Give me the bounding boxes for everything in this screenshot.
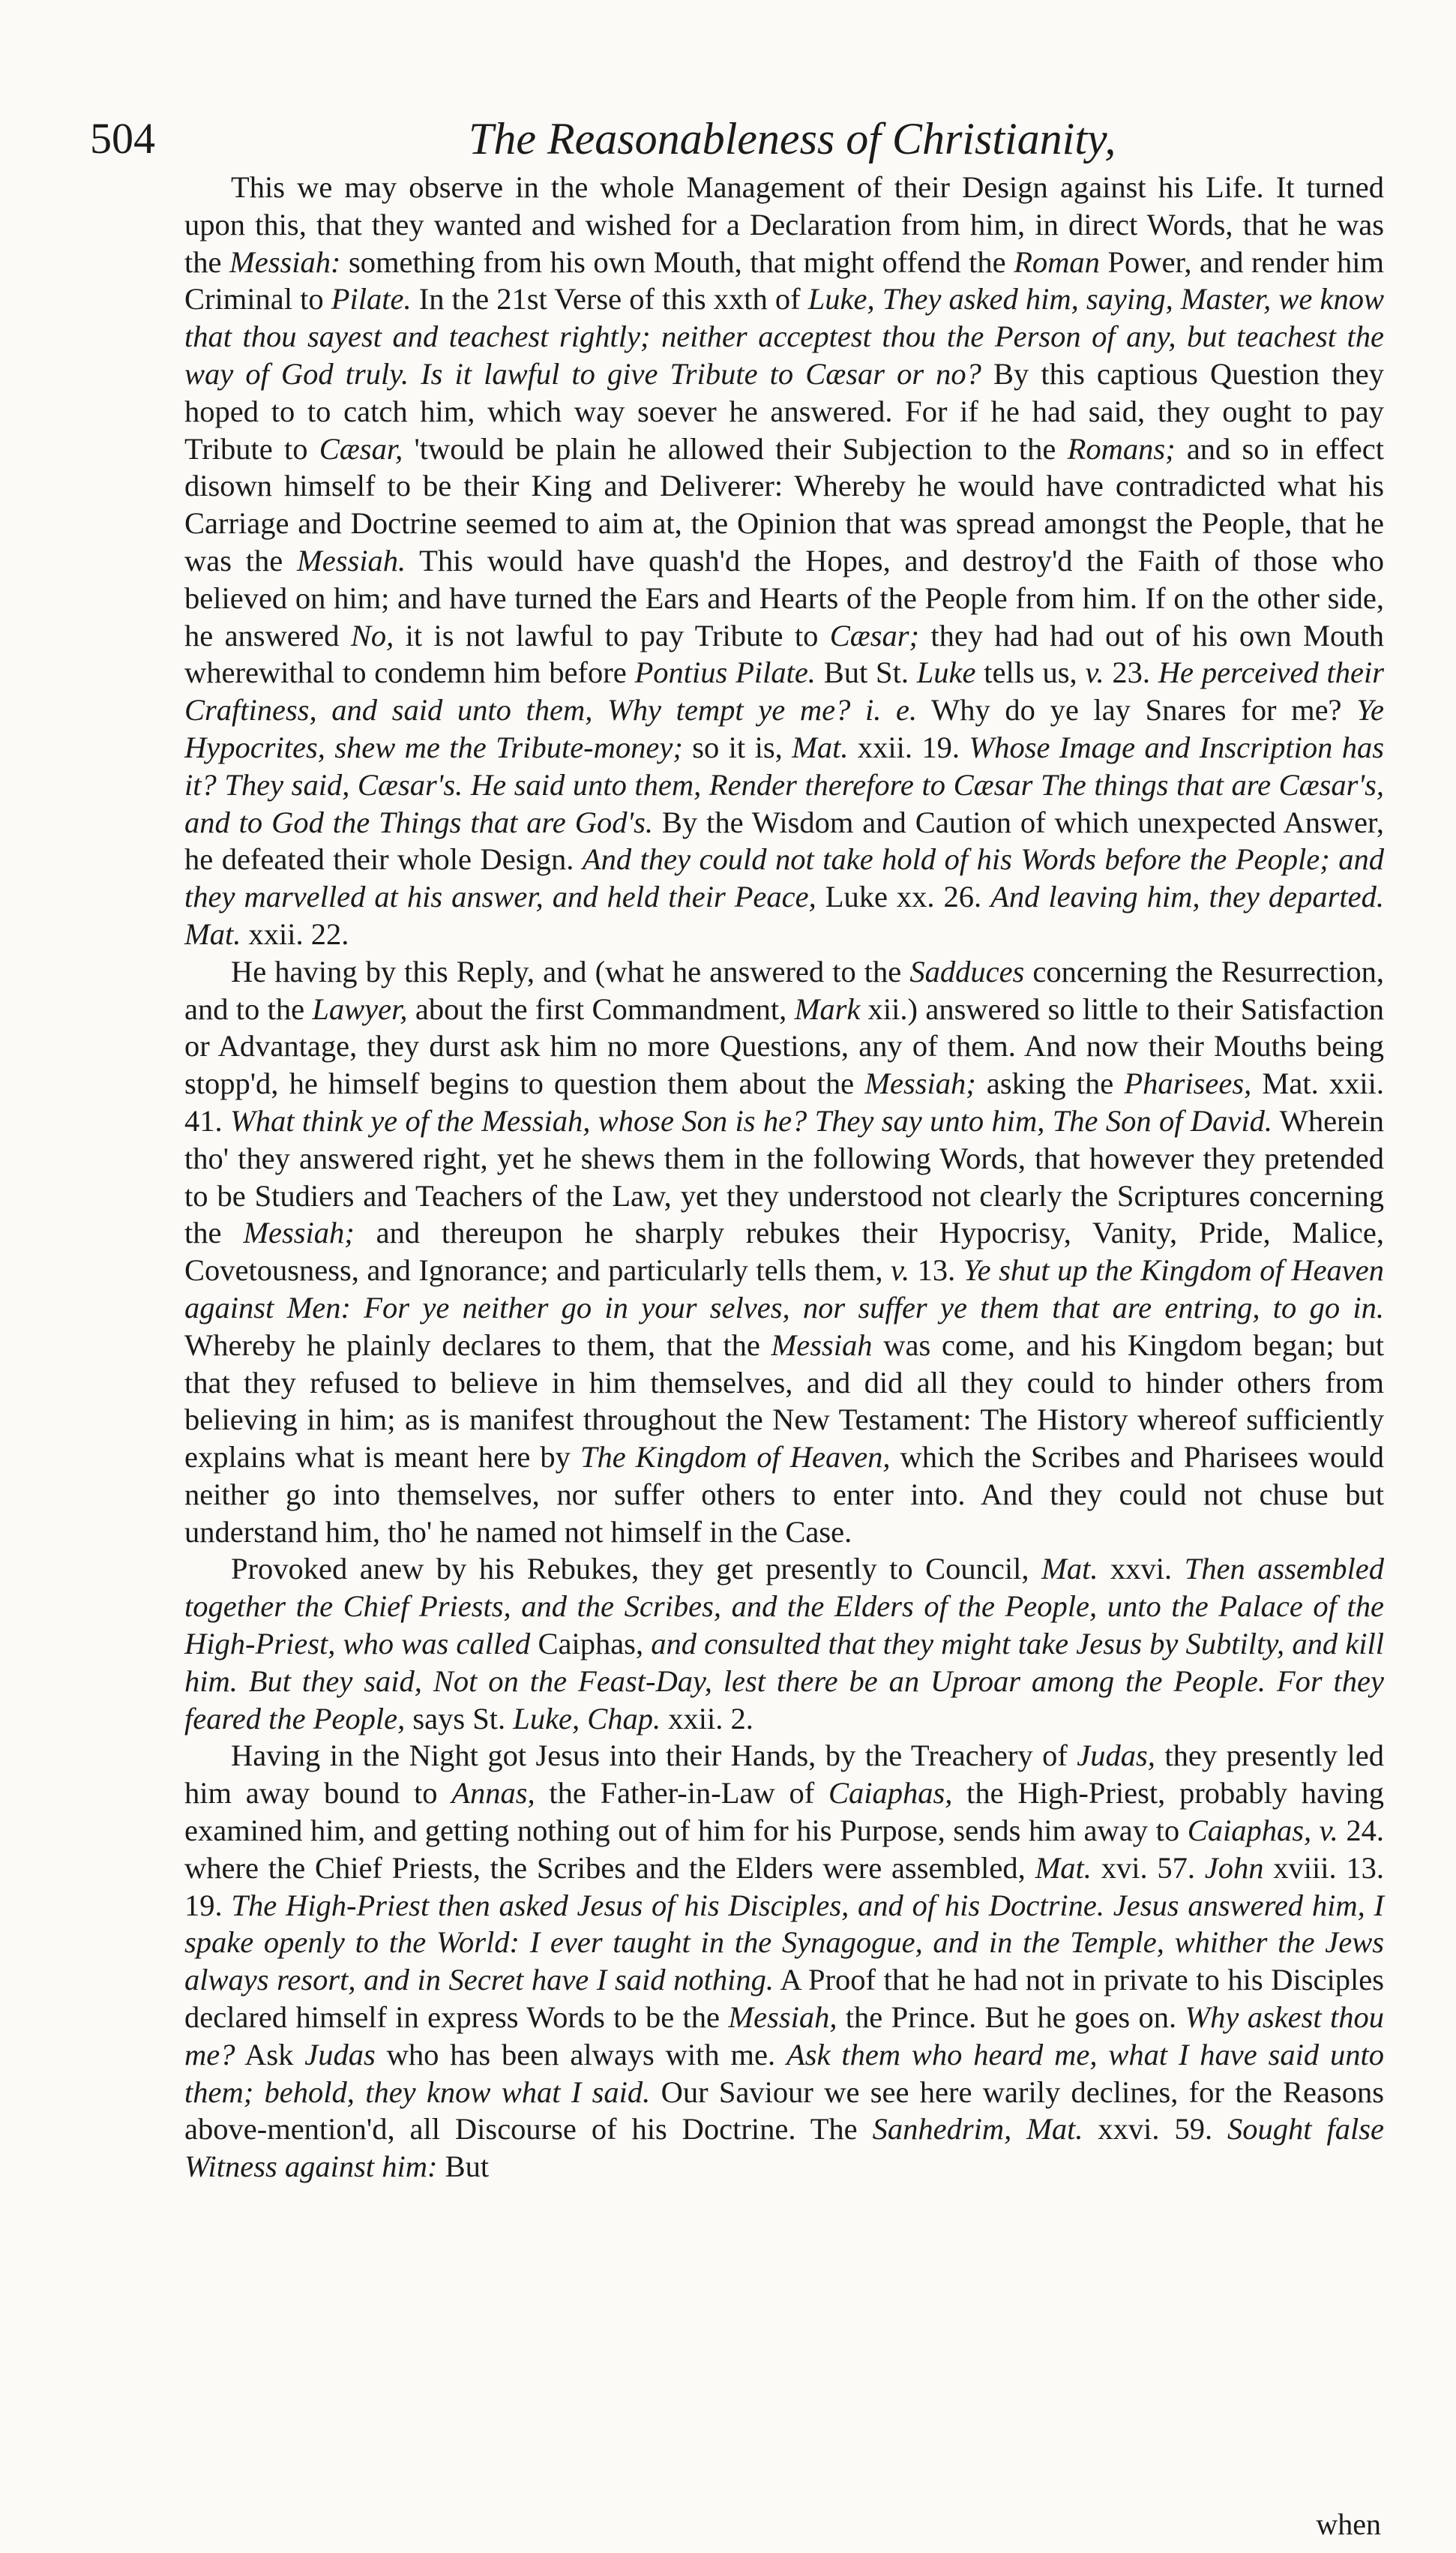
text-run: 24. where the Chief Priests, the Scribes and the Elders were assembled, [184, 1814, 1384, 1885]
text-run: In the 21st Verse of this xxth of [411, 282, 808, 316]
italic-text: Sought false Witness against him: [184, 2112, 1384, 2184]
text-run: But [437, 2150, 490, 2184]
text-run: Luke xx. 26. [816, 880, 991, 914]
italic-text: Sadduces [909, 954, 1025, 988]
italic-text: Romans; [1067, 431, 1176, 466]
text-run: Our Saviour we see here warily declines, for the Reasons above-mention'd, all Discourse of his Doctrine. The [184, 2074, 1384, 2146]
text-run: xii.) answered so little to their Satisfaction or Advantage, they durst ask him no more Questions, any of them. And now their Mouths being stopp'd, he himself begins to question them about the [184, 992, 1384, 1101]
text-run: was come, and his Kingdom began; but that they refused to believe in him themselves, and did all they could to hinder others from believing in him; as is manifest throughout the New Testament: The History whereof sufficiently explains what is meant here by [184, 1328, 1385, 1474]
running-title: The Reasonableness of Christianity, [469, 114, 1116, 164]
text-run: asking the [975, 1066, 1125, 1101]
italic-text: Luke [916, 656, 976, 690]
italic-text: Whose Image and Inscription has it? They said, Cæsar's. He said unto them, Render therefore to Cæsar The things that are Cæsar's, and to God the Things that are God's. [184, 730, 1384, 839]
italic-text: Cæsar, [319, 431, 403, 466]
text-run: xxvi. 59. [1083, 2112, 1228, 2146]
text-run: they had had out of his own Mouth wherewithal to condemn him before [184, 618, 1384, 690]
catchword: when [1316, 2507, 1381, 2541]
text-run: it is not lawful to pay Tribute to [394, 618, 830, 652]
body-text [184, 169, 1384, 2186]
italic-text: Ask them who heard me, what I have said unto them; behold, they know what I said. [184, 2037, 1384, 2109]
italic-text: Annas, [451, 1776, 535, 1810]
italic-text: Mat. [1041, 1552, 1098, 1586]
text-run: By this captious Question they hoped to to catch him, which way soever he answered. For if he had said, they ought to pay Tribute to [184, 356, 1384, 466]
italic-text: Ye Hypocrites, shew me the Tribute-money; [184, 693, 1384, 764]
text-run: the Prince. But he goes on. [837, 2000, 1185, 2035]
italic-text: v. [891, 1253, 910, 1288]
text-run: xvi. 57. [1091, 1850, 1205, 1885]
text-run: Having in the Night got Jesus into their Hands, by the Treachery of [231, 1738, 1077, 1773]
paragraph [184, 169, 1384, 953]
italic-text: Then assembled together the Chief Priests, and the Scribes, and the Elders of the People, unto the Palace of the High-Priest, who was called [184, 1552, 1384, 1661]
text-run: the Father-in-Law of [535, 1776, 828, 1810]
text-run: they presently led him away bound to [184, 1738, 1384, 1810]
text-run: xxvi. [1098, 1552, 1185, 1586]
italic-text: and consulted that they might take Jesus by Subtilty, and kill him. But they said, Not on the Feast-Day, lest there be an Uproar among the People. For they feared the People, [184, 1627, 1384, 1736]
text-run: who has been always with me. [375, 2037, 786, 2072]
italic-text: Caiaphas, [828, 1776, 953, 1810]
italic-text: Roman [1014, 244, 1100, 279]
text-run: This we may observe in the whole Management of their Design against his Life. It turned upon this, that they wanted and wished for a Declaration from him, in direct Words, that he was the [184, 170, 1384, 279]
text-run: Provoked anew by his Rebukes, they get presently to Council, [231, 1552, 1042, 1586]
text-run: and so in effect disown himself to be their King and Deliverer: Whereby he would have contradicted what his Carriage and Doctrine seemed to aim at, the Opinion that was spread amongst the People, that he was the [184, 431, 1384, 578]
text-run: 13. [909, 1253, 963, 1288]
text-run: Wherein tho' they answered right, yet he shews them in the following Words, that however they pretended to be Studiers and Teachers of the Law, yet they understood not clearly the Scriptures concerning the [184, 1103, 1385, 1250]
paragraph [184, 1737, 1384, 2186]
italic-text: And leaving him, they departed. Mat. [184, 880, 1384, 951]
italic-text: The Kingdom of Heaven, [580, 1440, 891, 1474]
italic-text: Judas [304, 2037, 376, 2072]
italic-text: Messiah; [864, 1066, 976, 1101]
italic-text: Luke, They asked him, saying, Master, we know that thou sayest and teachest rightly; neither acceptest thou the Person of any, but teachest the way of God truly. Is it lawful to give Tribute to Cæsar or no? [184, 282, 1384, 391]
italic-text: Messiah, [728, 2000, 837, 2035]
text-run: xxii. 22. [241, 916, 349, 951]
page-number: 504 [90, 114, 155, 163]
italic-text: Luke, Chap. [513, 1701, 661, 1736]
italic-text: v. [1085, 656, 1104, 690]
italic-text: Messiah [771, 1328, 873, 1362]
italic-text: Messiah; [243, 1216, 355, 1250]
italic-text: Messiah: [229, 244, 341, 279]
text-run: Power, and render him Criminal to [184, 244, 1384, 316]
italic-text: Sanhedrim, Mat. [872, 2112, 1083, 2146]
italic-text: Pharisees, [1124, 1066, 1252, 1101]
italic-text: Judas, [1077, 1738, 1155, 1773]
text-run: the High-Priest, probably having examined him, and getting nothing out of him for his Purpose, sends him away to [184, 1776, 1384, 1848]
text-run: Mat. xxii. 41. [184, 1066, 1384, 1138]
text-run: This would have quash'd the Hopes, and destroy'd the Faith of those who believed on him; and have turned the Ears and Hearts of the People from him. If on the other side, he answered [184, 543, 1384, 652]
text-run: something from his own Mouth, that might offend the [340, 244, 1014, 279]
text-run: xxii. 19. [848, 730, 969, 764]
text-run: so it is, [682, 730, 792, 764]
italic-text: John [1204, 1850, 1264, 1885]
italic-text: Pilate. [331, 282, 412, 316]
paragraph [184, 953, 1384, 1551]
text-run: Ask [235, 2037, 305, 2072]
text-run: Why do ye lay Snares for me? [917, 693, 1357, 728]
text-run: xviii. 13. 19. [184, 1850, 1384, 1922]
text-run: 'twould be plain he allowed their Subjection to the [403, 431, 1068, 466]
italic-text: Lawyer, [312, 992, 408, 1026]
italic-text: Mark [794, 992, 861, 1026]
text-run: By the Wisdom and Caution of which unexpected Answer, he defeated their whole Design. [184, 805, 1384, 877]
italic-text: Mat. [1035, 1850, 1092, 1885]
italic-text: And they could not take hold of his Words before the People; and they marvelled at his answer, and held their Peace, [184, 842, 1384, 914]
text-run: But St. [815, 656, 917, 690]
text-run: which the Scribes and Pharisees would neither go into themselves, nor suffer others to enter into. And they could not chuse but understand him, tho' he named not himself in the Case. [184, 1440, 1384, 1549]
text-run: about the first Commandment, [407, 992, 795, 1026]
italic-text: Why askest thou me? [184, 2000, 1384, 2072]
text-run: Caiphas, [530, 1627, 652, 1661]
italic-text: The High-Priest then asked Jesus of his Disciples, and of his Doctrine. Jesus answered him, I spake openly to the World: I ever taught in the Synagogue, and in the Temple, whither the Jews always resort, and in Secret have I said nothing. [184, 1888, 1385, 1997]
text-run: xxii. 2. [661, 1701, 753, 1736]
italic-text: He perceived their Craftiness, and said unto them, Why tempt ye me? i. e. [184, 656, 1385, 728]
text-run: He having by this Reply, and (what he answered to the [231, 954, 910, 988]
text-run: Whereby he plainly declares to them, that the [184, 1328, 771, 1362]
italic-text: Messiah. [296, 543, 406, 578]
italic-text: Caiaphas, v. [1187, 1814, 1338, 1848]
italic-text: No, [350, 618, 394, 652]
italic-text: Cæsar; [829, 618, 919, 652]
italic-text: Ye shut up the Kingdom of Heaven against Men: For ye neither go in your selves, nor suffer ye them that are entring, to go in. [184, 1253, 1384, 1324]
text-run: and thereupon he sharply rebukes their Hypocrisy, Vanity, Pride, Malice, Covetousness, and Ignorance; and particularly tells them, [184, 1216, 1385, 1288]
italic-text: Pontius Pilate. [634, 656, 816, 690]
italic-text: What think ye of the Messiah, whose Son is he? They say unto him, The Son of David. [230, 1103, 1272, 1138]
text-run: tells us, [975, 656, 1086, 690]
text-run: says St. [405, 1701, 514, 1736]
text-run: concerning the Resurrection, and to the [184, 954, 1384, 1026]
paragraph [184, 1550, 1384, 1737]
text-run: A Proof that he had not in private to his Disciples declared himself in express Words to be the [184, 1963, 1385, 2035]
text-run: 23. [1104, 656, 1158, 690]
italic-text: Mat. [792, 730, 849, 764]
